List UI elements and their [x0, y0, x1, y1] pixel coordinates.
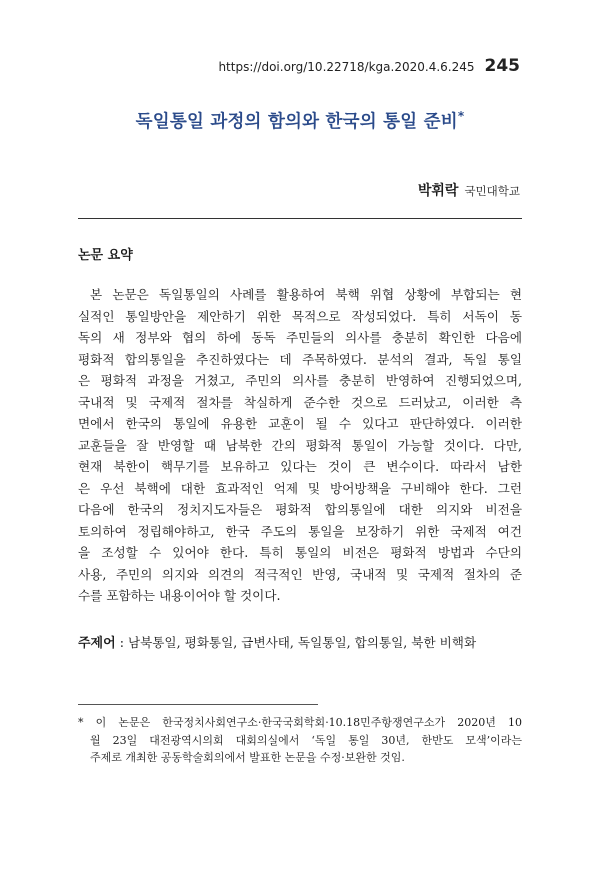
- abstract-line: 실적인 통일방안을 제안하기 위한 목적으로 작성되었다. 특히 서독이 동: [78, 308, 522, 324]
- abstract-line: 은 우선 북핵에 대한 효과적인 억제 및 방어방책을 구비해야 한다. 그런: [78, 480, 522, 496]
- header-divider: [78, 218, 522, 219]
- abstract-line: 평화적 합의통일을 추진하였다는 데 주목하였다. 분석의 결과, 독일 통일: [78, 351, 522, 367]
- abstract-line: 다음에 한국의 정치지도자들은 평화적 합의통일에 대한 의지와 비전을: [78, 502, 522, 517]
- keywords-label: 주제어: [78, 636, 116, 651]
- footnote-divider: [78, 704, 318, 705]
- abstract-line: 면에서 한국의 통일에 유용한 교훈이 될 수 있다고 판단하였다. 이러한: [78, 416, 522, 431]
- abstract-heading: 논문 요약: [78, 248, 133, 263]
- footnote: [78, 714, 522, 767]
- author-block: [418, 180, 520, 200]
- abstract-line: 을 조성할 수 있어야 한다. 특히 통일의 비전은 평화적 방법과 수단의: [78, 545, 522, 560]
- keywords-list: 남북통일, 평화통일, 급변사태, 독일통일, 합의통일, 북한 비핵화: [127, 635, 477, 650]
- author-affiliation: 국민대학교: [464, 184, 520, 198]
- footnote-line: * 이 논문은 한국정치사회연구소·한국국회학회·10.18민주항쟁연구소가 2020년 10: [78, 716, 522, 729]
- author-name: 박휘락: [417, 183, 459, 199]
- article-title-text: 독일통일 과정의 함의와 한국의 통일 준비: [135, 112, 458, 132]
- abstract-line: 사용, 주민의 의지와 의견의 적극적인 반영, 국내적 및 국제적 절차의 준: [78, 566, 522, 582]
- page-number: 245: [484, 56, 520, 76]
- abstract-line: 본 논문은 독일통일의 사례를 활용하여 북핵 위협 상황에 부합되는 현: [90, 287, 522, 302]
- running-head: [218, 56, 520, 76]
- abstract-line: 교훈들을 잘 반영할 때 남북한 간의 평화적 통일이 가능할 것이다. 다만,: [78, 437, 522, 453]
- abstract-line: 토의하여 정립해야하고, 한국 주도의 통일을 보장하기 위한 국제적 여건: [78, 523, 522, 539]
- abstract-line: 독의 새 정부와 협의 하에 동독 주민들의 의사를 충분히 확인한 다음에: [78, 330, 522, 345]
- keywords: [78, 632, 528, 651]
- abstract-line: 국내적 및 국제적 절차를 착실하게 준수한 것으로 드러났고, 이러한 측: [78, 394, 522, 410]
- footnote-line: 주제로 개최한 공동학술회의에서 발표한 논문을 수정·보완한 것임.: [90, 751, 405, 764]
- abstract-line: 수를 포함하는 내용이어야 할 것이다.: [78, 588, 281, 603]
- footnote-line: 월 23일 대전광역시의회 대회의실에서 ‘독일 통일 30년, 한반도 모색’이라는: [90, 733, 522, 747]
- abstract-body: [78, 284, 522, 607]
- doi-link[interactable]: https://doi.org/10.22718/kga.2020.4.6.245: [218, 60, 475, 74]
- title-footnote-mark[interactable]: *: [457, 109, 465, 124]
- keywords-separator: :: [115, 635, 128, 650]
- abstract-line: 현재 북한이 핵무기를 보유하고 있다는 것이 큰 변수이다. 따라서 남한: [78, 459, 522, 474]
- abstract-line: 은 평화적 과정을 거쳤고, 주민의 의사를 충분히 반영하여 진행되었으며,: [78, 373, 522, 388]
- article-title: [0, 108, 600, 133]
